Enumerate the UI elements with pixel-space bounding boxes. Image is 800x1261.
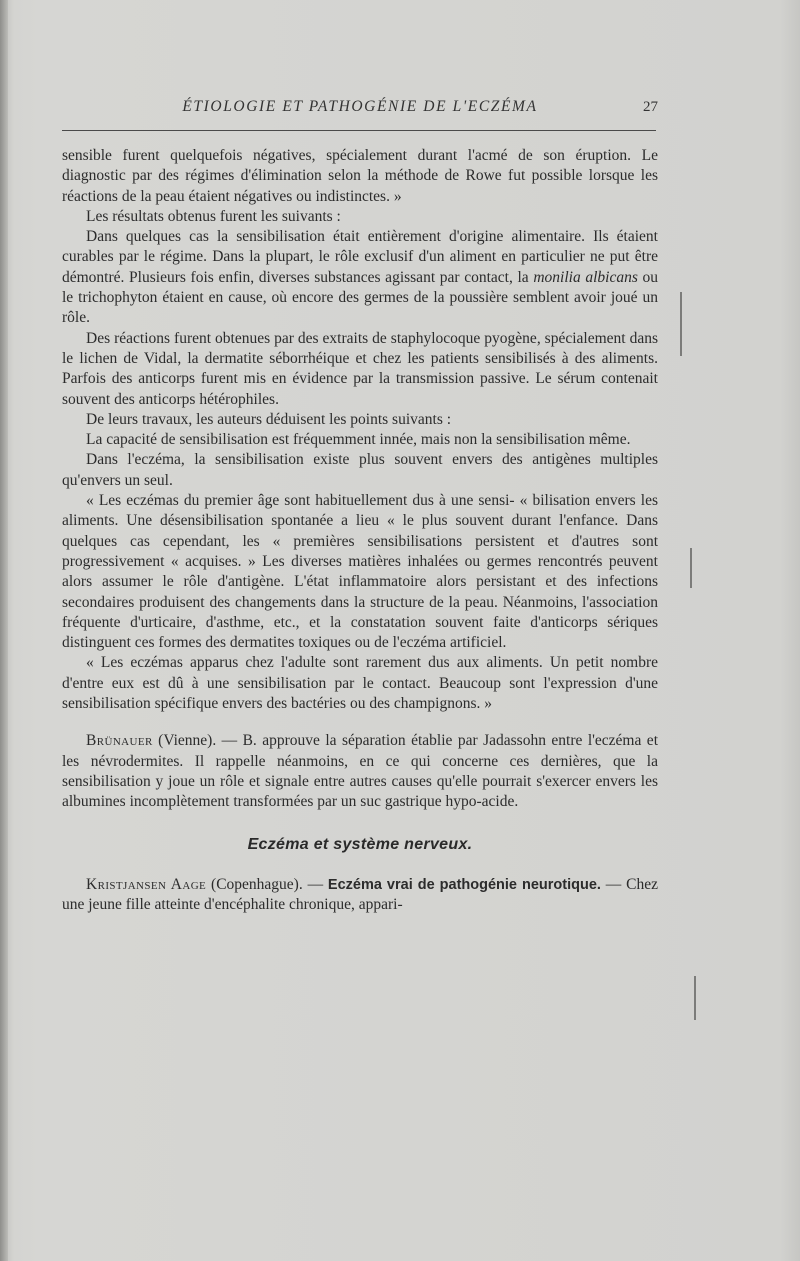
- paragraph-bruenauer: [62, 731, 658, 812]
- margin-pencil-mark: [694, 976, 696, 1020]
- book-spine-shadow: [0, 0, 8, 1261]
- paragraph-multiple-antigens: Dans l'eczéma, la sensibilisation existe plus souvent envers des antigènes multiples qu'envers un seul.: [62, 451, 658, 489]
- paragraph-reactions: Des réactions furent obtenues par des extraits de staphylocoque pyogène, spécialement dans le lichen de Vidal, la dermatite séborrhéique et chez les patients sensibilisés à des aliments. Parfois des anticorps furent mis en évidence par la transmission passive. Le sérum contenait souvent des anticorps hétérophiles.: [62, 329, 658, 408]
- header-rule: [62, 130, 656, 131]
- page-body: [62, 146, 658, 915]
- kristjansen-title: Eczéma vrai de pathogénie neurotique.: [327, 876, 601, 893]
- paragraph-results-text-a: Dans quelques cas la sensibilisation était entièrement d'origine alimentaire. Ils étaient curables par le régime. Dans la plupart, le rôle exclusif d'un aliment en particulier ne put être démontré. Plusieurs fois enfin, diverses substances agissant par contact, la: [62, 228, 658, 286]
- page-number: 27: [643, 99, 658, 115]
- kristjansen-location: (Copenhague). —: [206, 875, 328, 893]
- italic-term-monilia: monilia albicans: [533, 268, 638, 286]
- paragraph-results-intro: Les résultats obtenus furent les suivants :: [86, 207, 341, 225]
- margin-pencil-mark: [680, 292, 682, 356]
- paragraph-results: [62, 227, 658, 328]
- page-header: [62, 98, 658, 124]
- author-bruenauer: Brünauer: [86, 732, 153, 750]
- bruenauer-text: (Vienne). — B. approuve la séparation établie par Jadassohn entre l'eczéma et les névrodermites. Il rappelle néanmoins, en ce qui concerne ces dernières, que la sensibilisation y joue un rôle et signale entre autres causes qu'elle pourrait s'exercer envers les albumines incomplètement transformées par un suc gastrique hypo-acide.: [62, 732, 658, 811]
- author-kristjansen: Kristjansen Aage: [86, 875, 207, 893]
- paragraph-infant-eczema: « Les eczémas du premier âge sont habituellement dus à une sensi- « bilisation envers les aliments. Une désensibilisation spontanée a lieu « le plus souvent durant l'enfance. Dans quelques cas cependant, les « premières sensibilisations persistent et d'autres sont progressivement « acquises. » Les diverses matières inhalées ou germes rencontrés peuvent alors assumer le rôle d'antigène. L'état inflammatoire alors persistant et des infections secondaires produisent des changements dans la structure de la peau. Néanmoins, l'association fréquente d'urticaire, d'asthme, etc., et la constatation souvent faite d'anticorps sériques distinguent ces formes des dermatites toxiques ou de l'eczéma artificiel.: [62, 492, 658, 652]
- kristjansen-text: — Chez une jeune fille atteinte d'encéphalite chronique, appari-: [62, 875, 659, 914]
- margin-pencil-mark: [690, 548, 692, 588]
- paragraph-kristjansen: [62, 875, 658, 916]
- paragraph-capacity: La capacité de sensibilisation est fréquemment innée, mais non la sensibilisation même.: [86, 431, 631, 449]
- paragraph-results-text-b: ou le trichophyton étaient en cause, où encore des germes de la poussière semblent avoir joué un rôle.: [62, 268, 659, 327]
- paragraph-continuation: sensible furent quelquefois négatives, spécialement durant l'acmé de son éruption. Le diagnostic par des régimes d'élimination selon la méthode de Rowe fut possible lorsque les réactions de la peau étaient négatives ou indistinctes. »: [62, 147, 658, 205]
- section-heading: Eczéma et système nerveux.: [247, 835, 473, 853]
- paragraph-conclusions-intro: De leurs travaux, les auteurs déduisent les points suivants :: [86, 410, 452, 428]
- running-title: ÉTIOLOGIE ET PATHOGÉNIE DE L'ECZÉMA: [182, 98, 538, 115]
- paragraph-adult-eczema: « Les eczémas apparus chez l'adulte sont rarement dus aux aliments. Un petit nombre d'entre eux est dû à une sensibilisation par le contact. Beaucoup sont l'expression d'une sensibilisation spécifique envers des bactéries ou des champignons. »: [62, 654, 658, 713]
